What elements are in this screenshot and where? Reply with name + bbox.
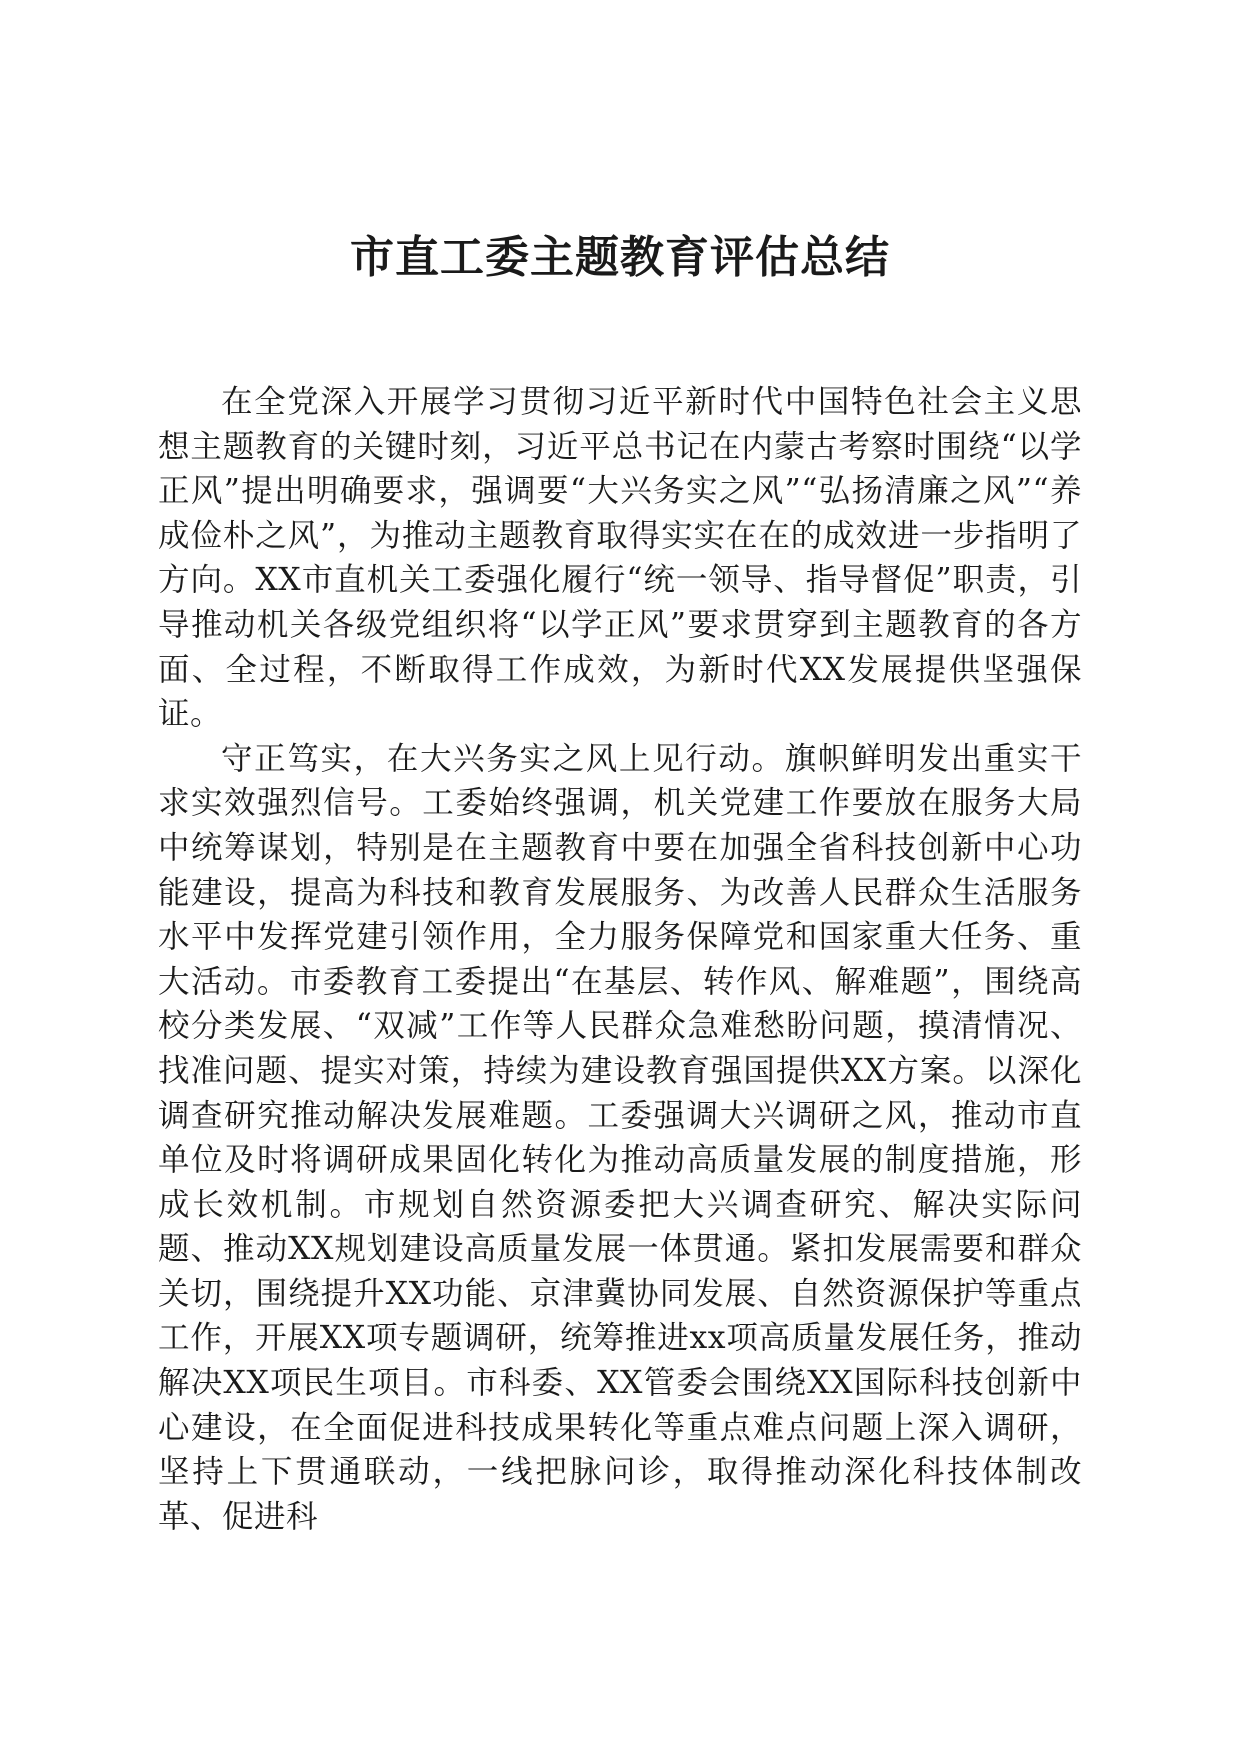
paragraph-practical-style: 守正笃实，在大兴务实之风上见行动。旗帜鲜明发出重实干求实效强烈信号。工委始终强调，机关党建工作要放在服务大局中统筹谋划，特别是在主题教育中要在加强全省科技创新中心功能建设，提高为科技和教育发展服务、为改善人民群众生活服务水平中发挥党建引领作用，全力服务保障党和国家重大任务、重大活动。市委教育工委提出“在基层、转作风、解难题”，围绕高校分类发展、“双减”工作等人民群众急难愁盼问题，摸清情况、找准问题、提实对策，持续为建设教育强国提供XX方案。以深化调查研究推动解决发展难题。工委强调大兴调研之风，推动市直单位及时将调研成果固化转化为推动高质量发展的制度措施，形成长效机制。市规划自然资源委把大兴调查研究、解决实际问题、推动XX规划建设高质量发展一体贯通。紧扣发展需要和群众关切，围绕提升XX功能、京津冀协同发展、自然资源保护等重点工作，开展XX项专题调研，统筹推进xx项高质量发展任务，推动解决XX项民生项目。市科委、XX管委会围绕XX国际科技创新中心建设，在全面促进科技成果转化等重点难点问题上深入调研，坚持上下贯通联动，一线把脉问诊，取得推动深化科技体制改革、促进科 [158,740,1082,1535]
document-title: 市直工委主题教育评估总结 [350,232,890,283]
paragraph-intro: 在全党深入开展学习贯彻习近平新时代中国特色社会主义思想主题教育的关键时刻，习近平总书记在内蒙古考察时围绕“以学正风”提出明确要求，强调要“大兴务实之风”“弘扬清廉之风”“养成俭朴之风”，为推动主题教育取得实实在在的成效进一步指明了方向。XX市直机关工委强化履行“统一领导、指导督促”职责，引导推动机关各级党组织将“以学正风”要求贯穿到主题教育的各方面、全过程，不断取得工作成效，为新时代XX发展提供坚强保证。 [158,384,1082,733]
document-body [158,380,1082,1539]
